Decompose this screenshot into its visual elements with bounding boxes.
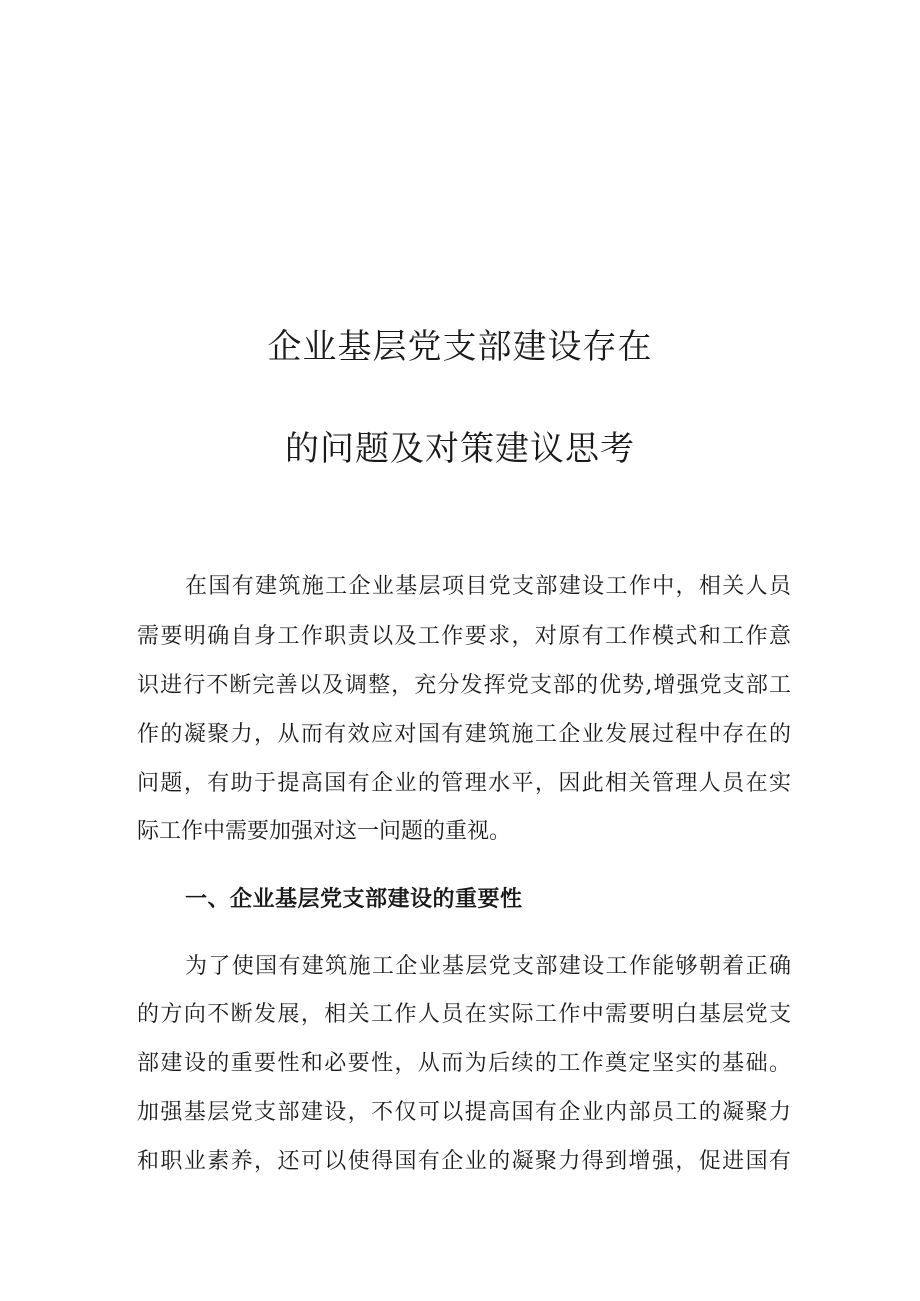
paragraph-line: 为了使国有建筑施工企业基层党支部建设工作能够朝着正确 — [185, 954, 791, 979]
paragraph-line: 际工作中需要加强对这一问题的重视。 — [137, 819, 512, 844]
paragraph-line: 作的凝聚力，从而有效应对国有建筑施工企业发展过程中存在的 — [137, 722, 791, 747]
paragraph-line: 需要明确自身工作职责以及工作要求，对原有工作模式和工作意 — [137, 624, 791, 649]
document-title-line-1: 企业基层党支部建设存在 — [267, 327, 653, 367]
paragraph-line: 的方向不断发展，相关工作人员在实际工作中需要明白基层党支 — [137, 1002, 791, 1027]
section-heading: 一、企业基层党支部建设的重要性 — [185, 887, 523, 912]
paragraph-line: 问题，有助于提高国有企业的管理水平，因此相关管理人员在实 — [137, 771, 791, 796]
paragraph-line: 加强基层党支部建设，不仅可以提高国有企业内部员工的凝聚力 — [137, 1100, 791, 1125]
paragraph-line: 部建设的重要性和必要性，从而为后续的工作奠定坚实的基础。 — [137, 1051, 791, 1076]
document-title-line-2: 的问题及对策建议思考 — [285, 429, 635, 469]
paragraph-line: 在国有建筑施工企业基层项目党支部建设工作中，相关人员 — [185, 574, 791, 599]
paragraph-line: 和职业素养，还可以使得国有企业的凝聚力得到增强，促进国有 — [137, 1149, 791, 1174]
paragraph-line: 识进行不断完善以及调整，充分发挥党支部的优势,增强党支部工 — [137, 673, 791, 698]
